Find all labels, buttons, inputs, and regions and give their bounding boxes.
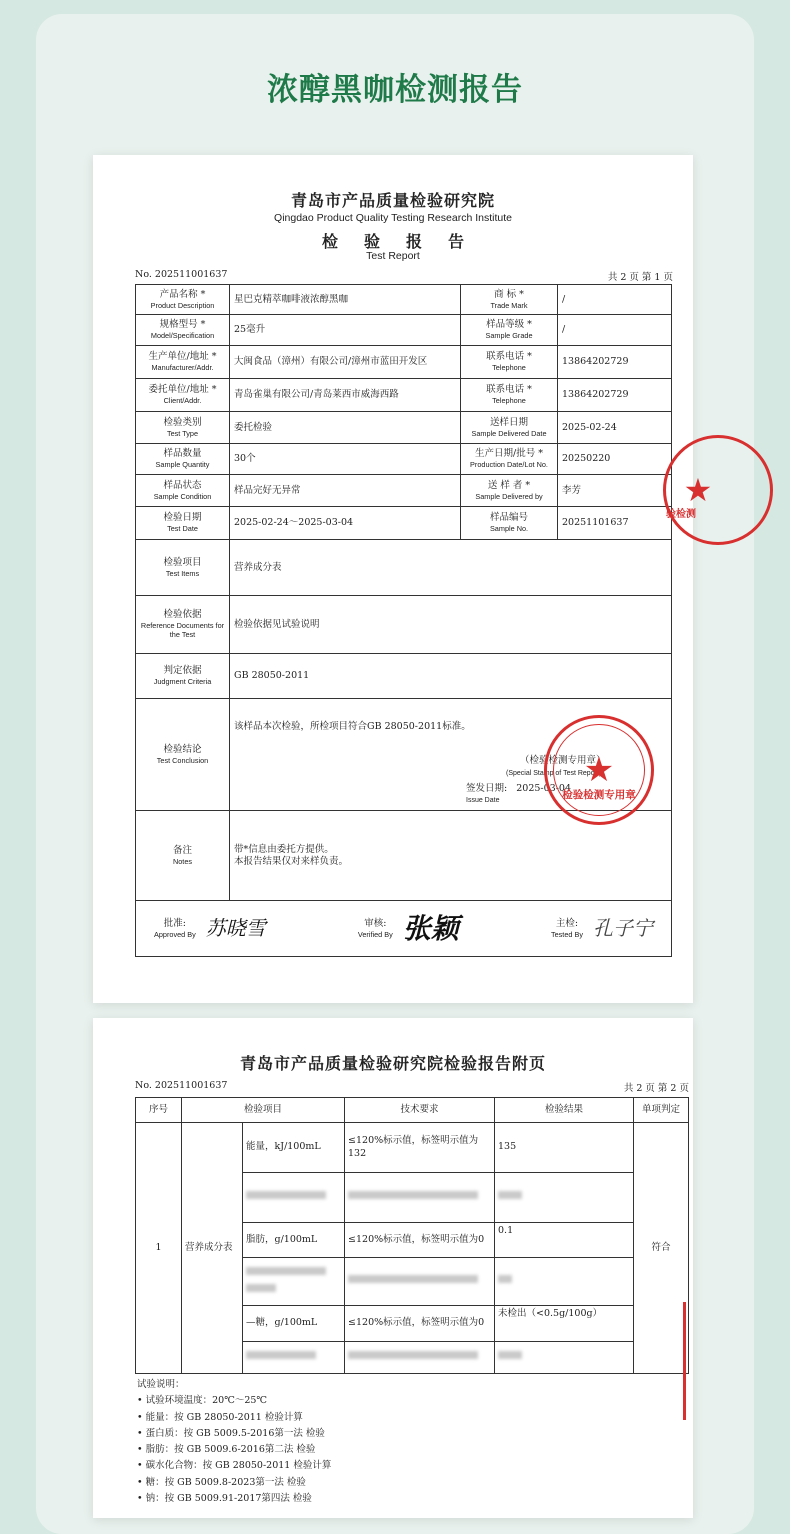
field-label: 样品数量 [163, 448, 202, 460]
info-row [136, 315, 672, 346]
field-label-en: Test Date [167, 524, 198, 534]
field-value: / [558, 315, 672, 346]
note-line: • 脂肪：按 GB 5009.6-2016第二法 检验 [137, 1444, 316, 1456]
redacted-block [348, 1191, 478, 1199]
field-label-en: Telephone [492, 363, 526, 373]
field-label-en: Trade Mark [490, 300, 528, 310]
redacted-block [246, 1267, 326, 1275]
col-header-item: 检验项目 [182, 1098, 345, 1123]
table-row [136, 1123, 689, 1173]
report-page-1 [93, 155, 713, 1003]
item-result: 0.1 [495, 1223, 634, 1258]
item-name: 脂肪，g/100mL [243, 1223, 345, 1258]
field-label: 产品名称 * [159, 288, 206, 300]
note-line: • 蛋白质：按 GB 5009.5-2016第一法 检验 [137, 1427, 325, 1439]
field-label: 检验类别 [163, 416, 202, 428]
verified-signature: 张颖 [402, 912, 459, 945]
note-line: • 钠：按 GB 5009.91-2017第四法 检验 [137, 1493, 312, 1505]
issue-date: 2025-03-04 [516, 783, 572, 794]
page-title: 浓醇黑咖检测报告 [267, 72, 523, 108]
row-group: 营养成分表 [182, 1123, 243, 1374]
item-result: 135 [495, 1123, 634, 1173]
test-items-label-en: Test Items [165, 568, 200, 578]
item-requirement: ≤120%标示值，标签明示值为132 [345, 1123, 495, 1173]
field-label-en: Sample Delivered by [475, 491, 543, 501]
field-value: 大闽食品（漳州）有限公司/漳州市蓝田开发区 [230, 346, 461, 379]
field-value: 2025-02-24～2025-03-04 [230, 507, 461, 540]
field-value: 25毫升 [230, 315, 461, 346]
field-value: 20250220 [558, 444, 672, 475]
redacted-block [498, 1191, 522, 1199]
report-heading-en: Test Report [366, 250, 420, 262]
field-label: 送 样 者 * [487, 479, 531, 491]
info-row [136, 507, 672, 540]
star-icon: ★ [683, 471, 713, 509]
field-label-en: Production Date/Lot No. [470, 460, 548, 470]
page-count: 共 2 页 第 1 页 [607, 272, 673, 283]
field-value: 2025-02-24 [558, 412, 672, 444]
field-label: 联系电话 * [486, 384, 532, 396]
report-number: No. 202511001637 [135, 269, 228, 280]
field-label: 生产单位/地址 * [148, 351, 217, 363]
redacted-block [246, 1284, 276, 1292]
report-form [135, 284, 672, 957]
note-line: • 碳水化合物：按 GB 28050-2011 检验计算 [137, 1460, 332, 1472]
approved-label: 批准: [163, 917, 186, 929]
field-value: 星巴克精萃咖啡液浓醇黑咖 [230, 285, 461, 315]
field-label: 样品等级 * [486, 319, 532, 331]
field-label-en: Client/Addr. [163, 396, 202, 406]
field-label-en: Test Type [166, 428, 199, 438]
field-value: 委托检验 [230, 412, 461, 444]
field-label-en: Product Description [150, 300, 215, 310]
results-header-row [136, 1098, 689, 1123]
inspection-seal-stamp [544, 715, 654, 825]
redacted-block [498, 1275, 512, 1283]
info-row [136, 379, 672, 412]
field-label: 样品状态 [163, 479, 202, 491]
test-notes [137, 1377, 331, 1507]
seal-note: （检验检测专用章） [520, 755, 606, 766]
field-label: 商 标 * [494, 288, 524, 300]
field-label: 规格型号 * [159, 319, 206, 331]
judgment-label: 判定依据 [163, 665, 202, 677]
field-label: 联系电话 * [486, 351, 532, 363]
tested-label-en: Tested By [550, 929, 583, 939]
info-row [136, 444, 672, 475]
field-value: 青岛雀巢有限公司/青岛莱西市威海西路 [230, 379, 461, 412]
reference-row [136, 596, 672, 654]
appendix-page-count: 共 2 页 第 2 页 [623, 1083, 689, 1094]
seal-stamp-text: 检验检测专用章 [562, 789, 636, 801]
conclusion-label-en: Test Conclusion [156, 755, 209, 765]
field-value: / [558, 285, 672, 315]
notes-title: 试验说明： [137, 1379, 185, 1390]
judgment-label-en: Judgment Criteria [153, 677, 212, 687]
field-label-en: Telephone [492, 396, 526, 406]
redacted-block [498, 1351, 522, 1359]
col-header-verdict: 单项判定 [634, 1098, 689, 1123]
info-row [136, 412, 672, 444]
info-row [136, 346, 672, 379]
reference-label-en: Reference Documents for the Test [140, 620, 225, 640]
reference-value: 检验依据见试验说明 [230, 596, 672, 654]
appendix-title: 青岛市产品质量检验研究院检验报告附页 [239, 1054, 546, 1073]
field-label-en: Sample No. [489, 524, 529, 534]
field-value: 30个 [230, 444, 461, 475]
appendix-report-number: No. 202511001637 [135, 1080, 228, 1091]
note-line: • 试验环境温度：20℃～25℃ [137, 1395, 268, 1407]
seal-note-en: (Special Stamp of Test Report) [506, 770, 602, 777]
col-header-requirement: 技术要求 [345, 1098, 495, 1123]
test-items-label: 检验项目 [163, 556, 202, 568]
field-value: 13864202729 [558, 346, 672, 379]
notes-line-2: 本报告结果仅对来样负责。 [234, 855, 349, 867]
field-label: 样品编号 [489, 512, 528, 524]
row-seq: 1 [136, 1123, 182, 1374]
redacted-block [246, 1191, 326, 1199]
item-result: 未检出（<0.5g/100g） [495, 1306, 634, 1342]
verified-label-en: Verified By [357, 929, 393, 939]
notes-label-en: Notes [172, 856, 193, 866]
results-table [135, 1097, 689, 1374]
item-name: —糖，g/100mL [243, 1306, 345, 1342]
reference-label: 检验依据 [163, 609, 202, 621]
row-verdict: 符合 [634, 1123, 689, 1374]
field-label-en: Sample Condition [153, 491, 212, 501]
field-value: 13864202729 [558, 379, 672, 412]
redacted-block [348, 1351, 478, 1359]
field-label: 委托单位/地址 * [148, 384, 217, 396]
field-label: 生产日期/批号 * [475, 448, 543, 460]
item-name: 能量，kJ/100mL [243, 1123, 345, 1173]
item-requirement: ≤120%标示值，标签明示值为0 [345, 1306, 495, 1342]
issue-date-label-en: Issue Date [466, 797, 500, 804]
verified-label: 审核: [364, 917, 387, 929]
side-seal-stamp [663, 435, 773, 545]
info-row [136, 475, 672, 507]
note-line: • 糖：按 GB 5009.8-2023第一法 检验 [137, 1476, 306, 1488]
redacted-block [246, 1351, 316, 1359]
stamp-edge [683, 1302, 693, 1420]
report-page-2 [93, 1018, 693, 1518]
tested-signature: 孔子宁 [592, 916, 653, 940]
test-items-row [136, 540, 672, 596]
field-label-en: Model/Specification [150, 331, 215, 341]
info-row [136, 285, 672, 315]
star-icon: ★ [583, 750, 615, 790]
field-value: 20251101637 [558, 507, 672, 540]
field-label: 检验日期 [163, 512, 202, 524]
note-line: • 能量：按 GB 28050-2011 检验计算 [137, 1411, 303, 1423]
field-value: 样品完好无异常 [230, 475, 461, 507]
col-header-seq: 序号 [136, 1098, 182, 1123]
notes-line-1: 带*信息由委托方提供。 [234, 843, 334, 855]
field-label-en: Sample Delivered Date [471, 428, 547, 438]
notes-label: 备注 [172, 844, 192, 856]
field-label: 送样日期 [489, 416, 528, 428]
test-items-value: 营养成分表 [230, 540, 672, 596]
judgment-value: GB 28050-2011 [230, 654, 672, 699]
item-requirement: ≤120%标示值，标签明示值为0 [345, 1223, 495, 1258]
field-label-en: Manufacturer/Addr. [151, 363, 214, 373]
approved-signature: 苏晓雪 [205, 916, 266, 940]
institute-name: 青岛市产品质量检验研究院 [290, 191, 495, 210]
field-value: 李芳 [558, 475, 672, 507]
conclusion-label: 检验结论 [163, 743, 202, 755]
field-label-en: Sample Quantity [155, 460, 210, 470]
redacted-block [348, 1275, 478, 1283]
approved-label-en: Approved By [154, 929, 196, 939]
issue-date-label: 签发日期: [466, 783, 508, 794]
side-stamp-text: 验检测 [666, 509, 696, 520]
field-label-en: Sample Grade [485, 331, 533, 341]
judgment-row [136, 654, 672, 699]
institute-name-en: Qingdao Product Quality Testing Research Institute [274, 212, 512, 224]
report-heading: 检验报告 [321, 232, 490, 251]
conclusion-text: 该样品本次检验，所检项目符合GB 28050-2011标准。 [234, 721, 471, 732]
col-header-result: 检验结果 [495, 1098, 634, 1123]
tested-label: 主检: [555, 917, 579, 929]
approval-row [136, 901, 672, 957]
